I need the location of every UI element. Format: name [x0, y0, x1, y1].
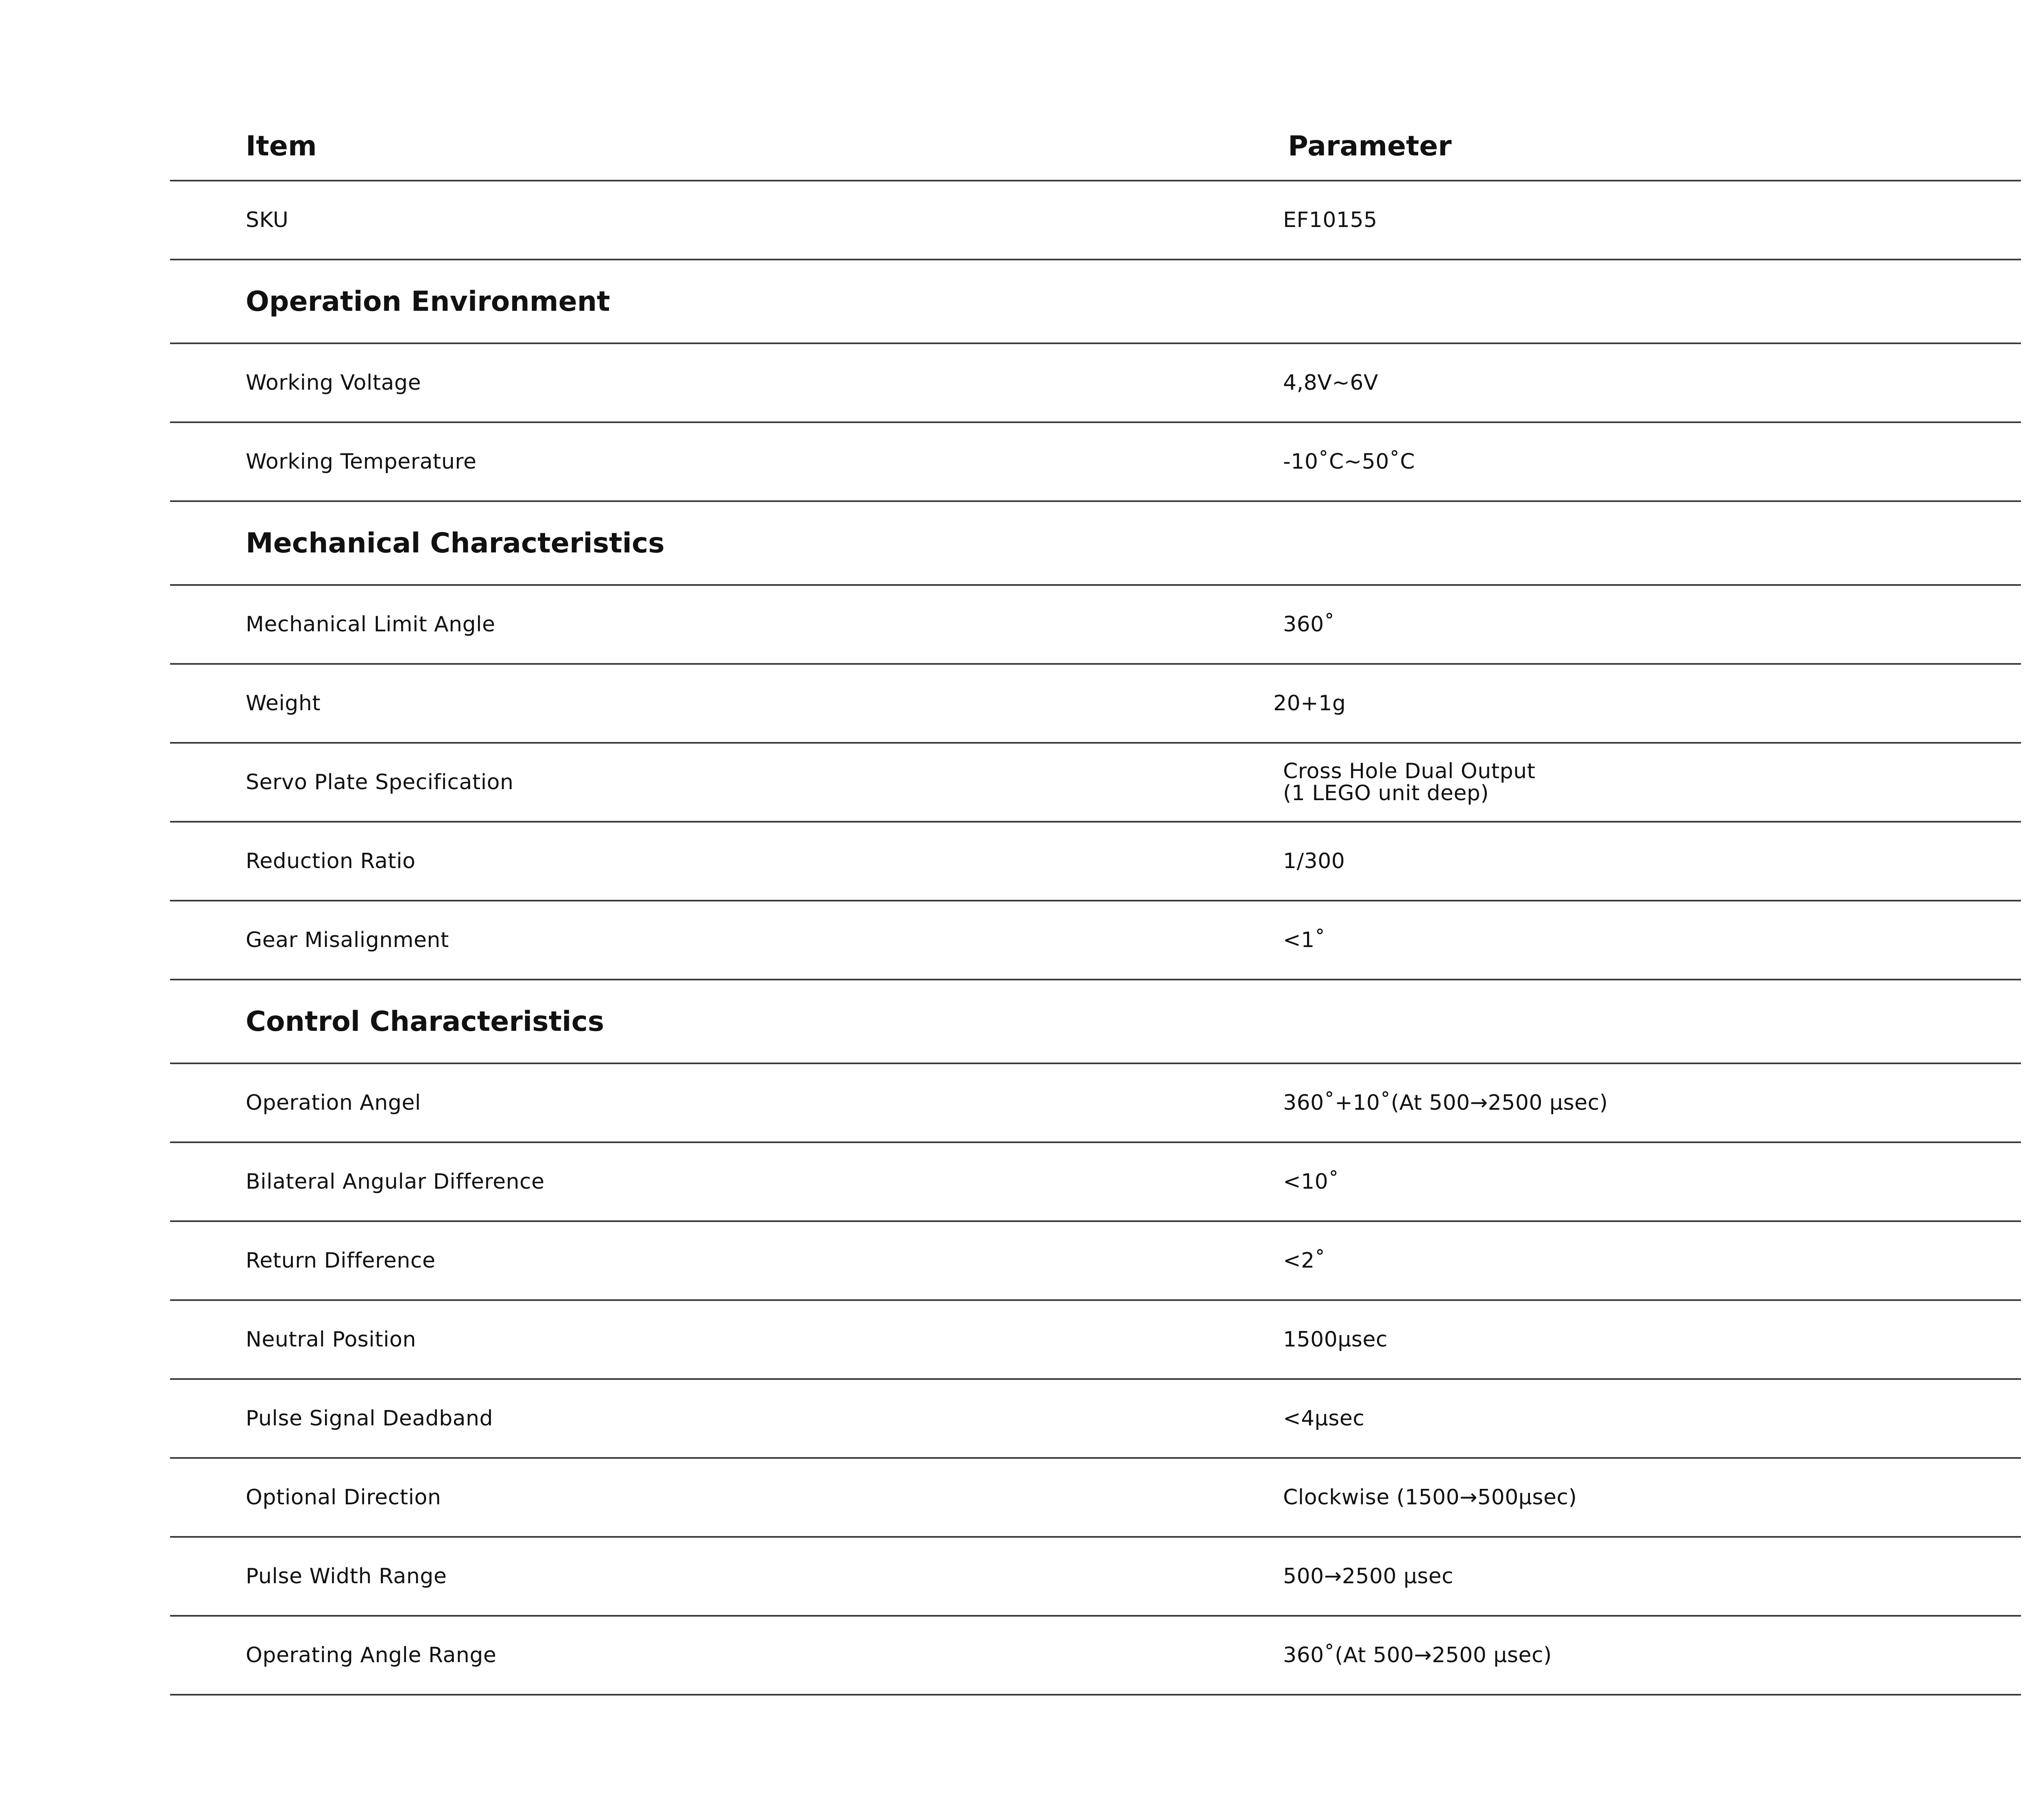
row-param-pulse-signal-deadband: <4μsec [1283, 1406, 1365, 1431]
row-item-weight: Weight [246, 691, 321, 716]
row-param-working-temperature: -10˚C~50˚C [1283, 450, 1415, 474]
spec-table [170, 102, 2021, 1696]
row-item-operation-angel: Operation Angel [246, 1091, 421, 1115]
section-row-operation-environment [170, 260, 2021, 343]
table-row [170, 343, 2021, 422]
row-param-weight [1273, 664, 2021, 743]
table-row [170, 1221, 2021, 1300]
section-title-control-characteristics: Control Characteristics [246, 1005, 605, 1038]
table-header-row [170, 102, 2021, 181]
table-row [170, 1300, 2021, 1379]
row-item-working-temperature: Working Temperature [246, 450, 477, 474]
weight-value: 20+1g [1273, 691, 1346, 716]
table-row [170, 822, 2021, 901]
table-row [170, 181, 2021, 260]
row-item-bilateral-angular-difference: Bilateral Angular Difference [246, 1170, 545, 1194]
row-param-servo-plate [1283, 743, 2021, 822]
table-row [170, 901, 2021, 980]
header-parameter: Parameter [1288, 130, 1452, 162]
row-param-operation-angel: 360˚+10˚(At 500→2500 μsec) [1283, 1091, 1608, 1115]
table-row [170, 1537, 2021, 1616]
servo-plate-line-2: (1 LEGO unit deep) [1283, 781, 1489, 805]
row-item-pulse-width-range: Pulse Width Range [246, 1564, 447, 1589]
row-item-optional-direction: Optional Direction [246, 1485, 441, 1510]
row-param-working-voltage: 4,8V~6V [1283, 371, 1378, 395]
table-row [170, 1616, 2021, 1695]
row-param-bilateral-angular-difference: <10˚ [1283, 1170, 1339, 1194]
row-item-servo-plate: Servo Plate Specification [246, 770, 514, 794]
section-row-mechanical-characteristics [170, 501, 2021, 585]
row-param-pulse-width-range: 500→2500 μsec [1283, 1564, 1453, 1589]
header-item: Item [246, 130, 317, 162]
row-param-gear-misalignment: <1˚ [1283, 928, 1326, 952]
servo-plate-line-1: Cross Hole Dual Output [1283, 759, 1536, 783]
row-item-mechanical-limit-angle: Mechanical Limit Angle [246, 612, 495, 637]
row-item-sku: SKU [246, 208, 289, 232]
row-param-reduction-ratio: 1/300 [1283, 849, 1345, 873]
table-row [170, 1063, 2021, 1142]
row-param-sku: EF10155 [1283, 208, 1377, 232]
row-param-optional-direction: Clockwise (1500→500μsec) [1283, 1485, 1577, 1510]
row-item-reduction-ratio: Reduction Ratio [246, 849, 416, 873]
row-param-operating-angle-range: 360˚(At 500→2500 μsec) [1283, 1643, 1552, 1667]
row-param-return-difference: <2˚ [1283, 1248, 1326, 1273]
row-param-neutral-position: 1500μsec [1283, 1327, 1388, 1352]
table-row [170, 743, 2021, 822]
section-title-mechanical-characteristics: Mechanical Characteristics [246, 527, 665, 559]
row-item-pulse-signal-deadband: Pulse Signal Deadband [246, 1406, 493, 1431]
section-title-operation-environment: Operation Environment [246, 285, 610, 318]
row-param-mechanical-limit-angle: 360˚ [1283, 612, 1335, 637]
table-row [170, 585, 2021, 664]
row-item-neutral-position: Neutral Position [246, 1327, 416, 1352]
row-item-operating-angle-range: Operating Angle Range [246, 1643, 497, 1667]
table-row [170, 1379, 2021, 1458]
row-item-working-voltage: Working Voltage [246, 371, 421, 395]
table-row [170, 422, 2021, 501]
row-item-gear-misalignment: Gear Misalignment [246, 928, 449, 952]
table-row [170, 1142, 2021, 1221]
section-row-control-characteristics [170, 980, 2021, 1063]
row-item-return-difference: Return Difference [246, 1248, 436, 1273]
table-row [170, 1458, 2021, 1537]
table-row [170, 664, 2021, 743]
